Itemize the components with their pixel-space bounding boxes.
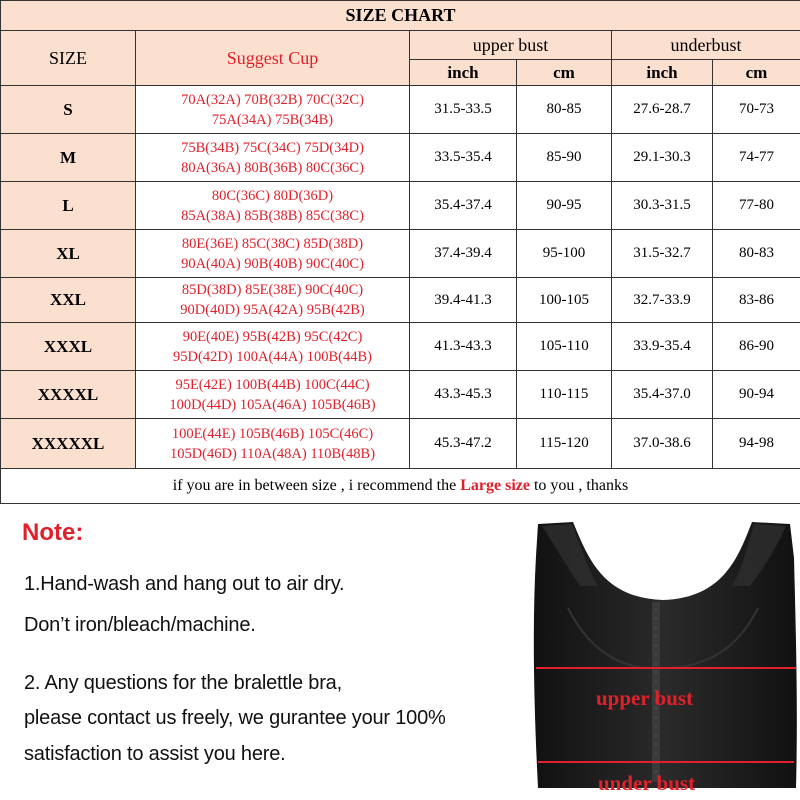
table-row	[1, 230, 800, 278]
upper-bust-inch: 33.5-35.4	[410, 134, 517, 182]
bra-image	[528, 518, 800, 800]
underbust-inch: 30.3-31.5	[612, 182, 713, 230]
suggest-cup-value	[136, 86, 410, 134]
note-title: Note:	[22, 519, 84, 546]
cup-line-2: 75A(34A) 75B(34B)	[211, 111, 334, 128]
suggest-cup-value	[136, 419, 410, 469]
size-value: L	[1, 182, 136, 230]
upper-bust-cm: 80-85	[517, 86, 612, 134]
size-value: M	[1, 134, 136, 182]
cup-line-2: 95D(42D) 100A(44A) 100B(44B)	[173, 348, 372, 365]
footnote-post: to you , thanks	[529, 477, 629, 494]
header-size: SIZE	[1, 31, 136, 86]
upper-bust-cm: 95-100	[517, 230, 612, 278]
header-suggest-cup: Suggest Cup	[136, 31, 410, 86]
cup-line-1: 100E(44E) 105B(46B) 105C(46C)	[171, 425, 374, 442]
cup-line-1: 90E(40E) 95B(42B) 95C(42C)	[182, 328, 363, 345]
table-row	[1, 134, 800, 182]
suggest-cup-value	[136, 182, 410, 230]
header-under-cm: cm	[713, 60, 800, 86]
upper-bust-cm: 85-90	[517, 134, 612, 182]
underbust-cm: 74-77	[713, 134, 800, 182]
underbust-cm: 70-73	[713, 86, 800, 134]
cup-line-1: 85D(38D) 85E(38E) 90C(40C)	[181, 282, 364, 298]
under-bust-label: under bust	[598, 771, 696, 795]
upper-bust-cm: 110-115	[517, 371, 612, 419]
table-row	[1, 182, 800, 230]
note-line-4: please contact us freely, we gurantee your 100%	[24, 707, 446, 729]
underbust-inch: 29.1-30.3	[612, 134, 713, 182]
underbust-inch: 32.7-33.9	[612, 278, 713, 323]
cup-line-1: 80C(36C) 80D(36D)	[211, 187, 334, 204]
underbust-inch: 33.9-35.4	[612, 323, 713, 371]
upper-bust-cm: 90-95	[517, 182, 612, 230]
cup-line-1: 75B(34B) 75C(34C) 75D(34D)	[181, 139, 364, 156]
bra-illustration	[528, 518, 800, 800]
note-line-1: 1.Hand-wash and hang out to air dry.	[24, 573, 345, 595]
underbust-inch: 27.6-28.7	[612, 86, 713, 134]
table-row	[1, 86, 800, 134]
footnote-pre: if you are in between size , i recommend the	[172, 477, 461, 494]
upper-bust-inch: 39.4-41.3	[410, 278, 517, 323]
cup-line-2: 80A(36A) 80B(36B) 80C(36C)	[181, 159, 364, 176]
chart-body	[1, 86, 800, 469]
underbust-cm: 90-94	[713, 371, 800, 419]
underbust-cm: 86-90	[713, 323, 800, 371]
cup-line-2: 90A(40A) 90B(40B) 90C(40C)	[181, 255, 364, 272]
size-value: XXXXL	[1, 371, 136, 419]
header-under-inch: inch	[612, 60, 713, 86]
size-value: S	[1, 86, 136, 134]
table-row	[1, 278, 800, 323]
upper-bust-inch: 45.3-47.2	[410, 419, 517, 469]
suggest-cup-value	[136, 323, 410, 371]
upper-bust-inch: 41.3-43.3	[410, 323, 517, 371]
upper-bust-cm: 105-110	[517, 323, 612, 371]
size-value: XXXL	[1, 323, 136, 371]
footnote-highlight: Large size	[460, 477, 530, 494]
underbust-cm: 77-80	[713, 182, 800, 230]
header-upper-cm: cm	[517, 60, 612, 86]
chart-title: SIZE CHART	[1, 1, 800, 31]
upper-bust-inch: 35.4-37.4	[410, 182, 517, 230]
cup-line-2: 85A(38A) 85B(38B) 85C(38C)	[181, 207, 364, 224]
upper-bust-cm: 115-120	[517, 419, 612, 469]
underbust-inch: 35.4-37.0	[612, 371, 713, 419]
underbust-inch: 31.5-32.7	[612, 230, 713, 278]
size-value: XXL	[1, 278, 136, 323]
size-value: XXXXXL	[1, 419, 136, 469]
underbust-inch: 37.0-38.6	[612, 419, 713, 469]
header-underbust: underbust	[612, 31, 800, 60]
suggest-cup-value	[136, 134, 410, 182]
cup-line-1: 70A(32A) 70B(32B) 70C(32C)	[181, 91, 364, 108]
upper-bust-inch: 31.5-33.5	[410, 86, 517, 134]
table-row	[1, 371, 800, 419]
header-upper-bust: upper bust	[410, 31, 612, 60]
note-line-2: Don’t iron/bleach/machine.	[24, 614, 256, 636]
suggest-cup-value	[136, 371, 410, 419]
size-value: XL	[1, 230, 136, 278]
size-footnote	[1, 469, 800, 504]
upper-bust-inch: 37.4-39.4	[410, 230, 517, 278]
cup-line-1: 95E(42E) 100B(44B) 100C(44C)	[175, 376, 370, 393]
cup-line-1: 80E(36E) 85C(38C) 85D(38D)	[181, 235, 364, 252]
upper-bust-label: upper bust	[596, 686, 694, 710]
underbust-cm: 83-86	[713, 278, 800, 323]
cup-line-2: 100D(44D) 105A(46A) 105B(46B)	[169, 396, 376, 413]
suggest-cup-value	[136, 278, 410, 323]
underbust-cm: 80-83	[713, 230, 800, 278]
underbust-cm: 94-98	[713, 419, 800, 469]
upper-bust-inch: 43.3-45.3	[410, 371, 517, 419]
note-line-3: 2. Any questions for the bralettle bra,	[24, 672, 342, 694]
table-row	[1, 419, 800, 469]
cup-line-2: 105D(46D) 110A(48A) 110B(48B)	[169, 445, 376, 462]
header-upper-inch: inch	[410, 60, 517, 86]
upper-bust-cm: 100-105	[517, 278, 612, 323]
cup-line-2: 90D(40D) 95A(42A) 95B(42B)	[180, 302, 365, 318]
table-row	[1, 323, 800, 371]
suggest-cup-value	[136, 230, 410, 278]
note-line-5: satisfaction to assist you here.	[24, 743, 286, 765]
